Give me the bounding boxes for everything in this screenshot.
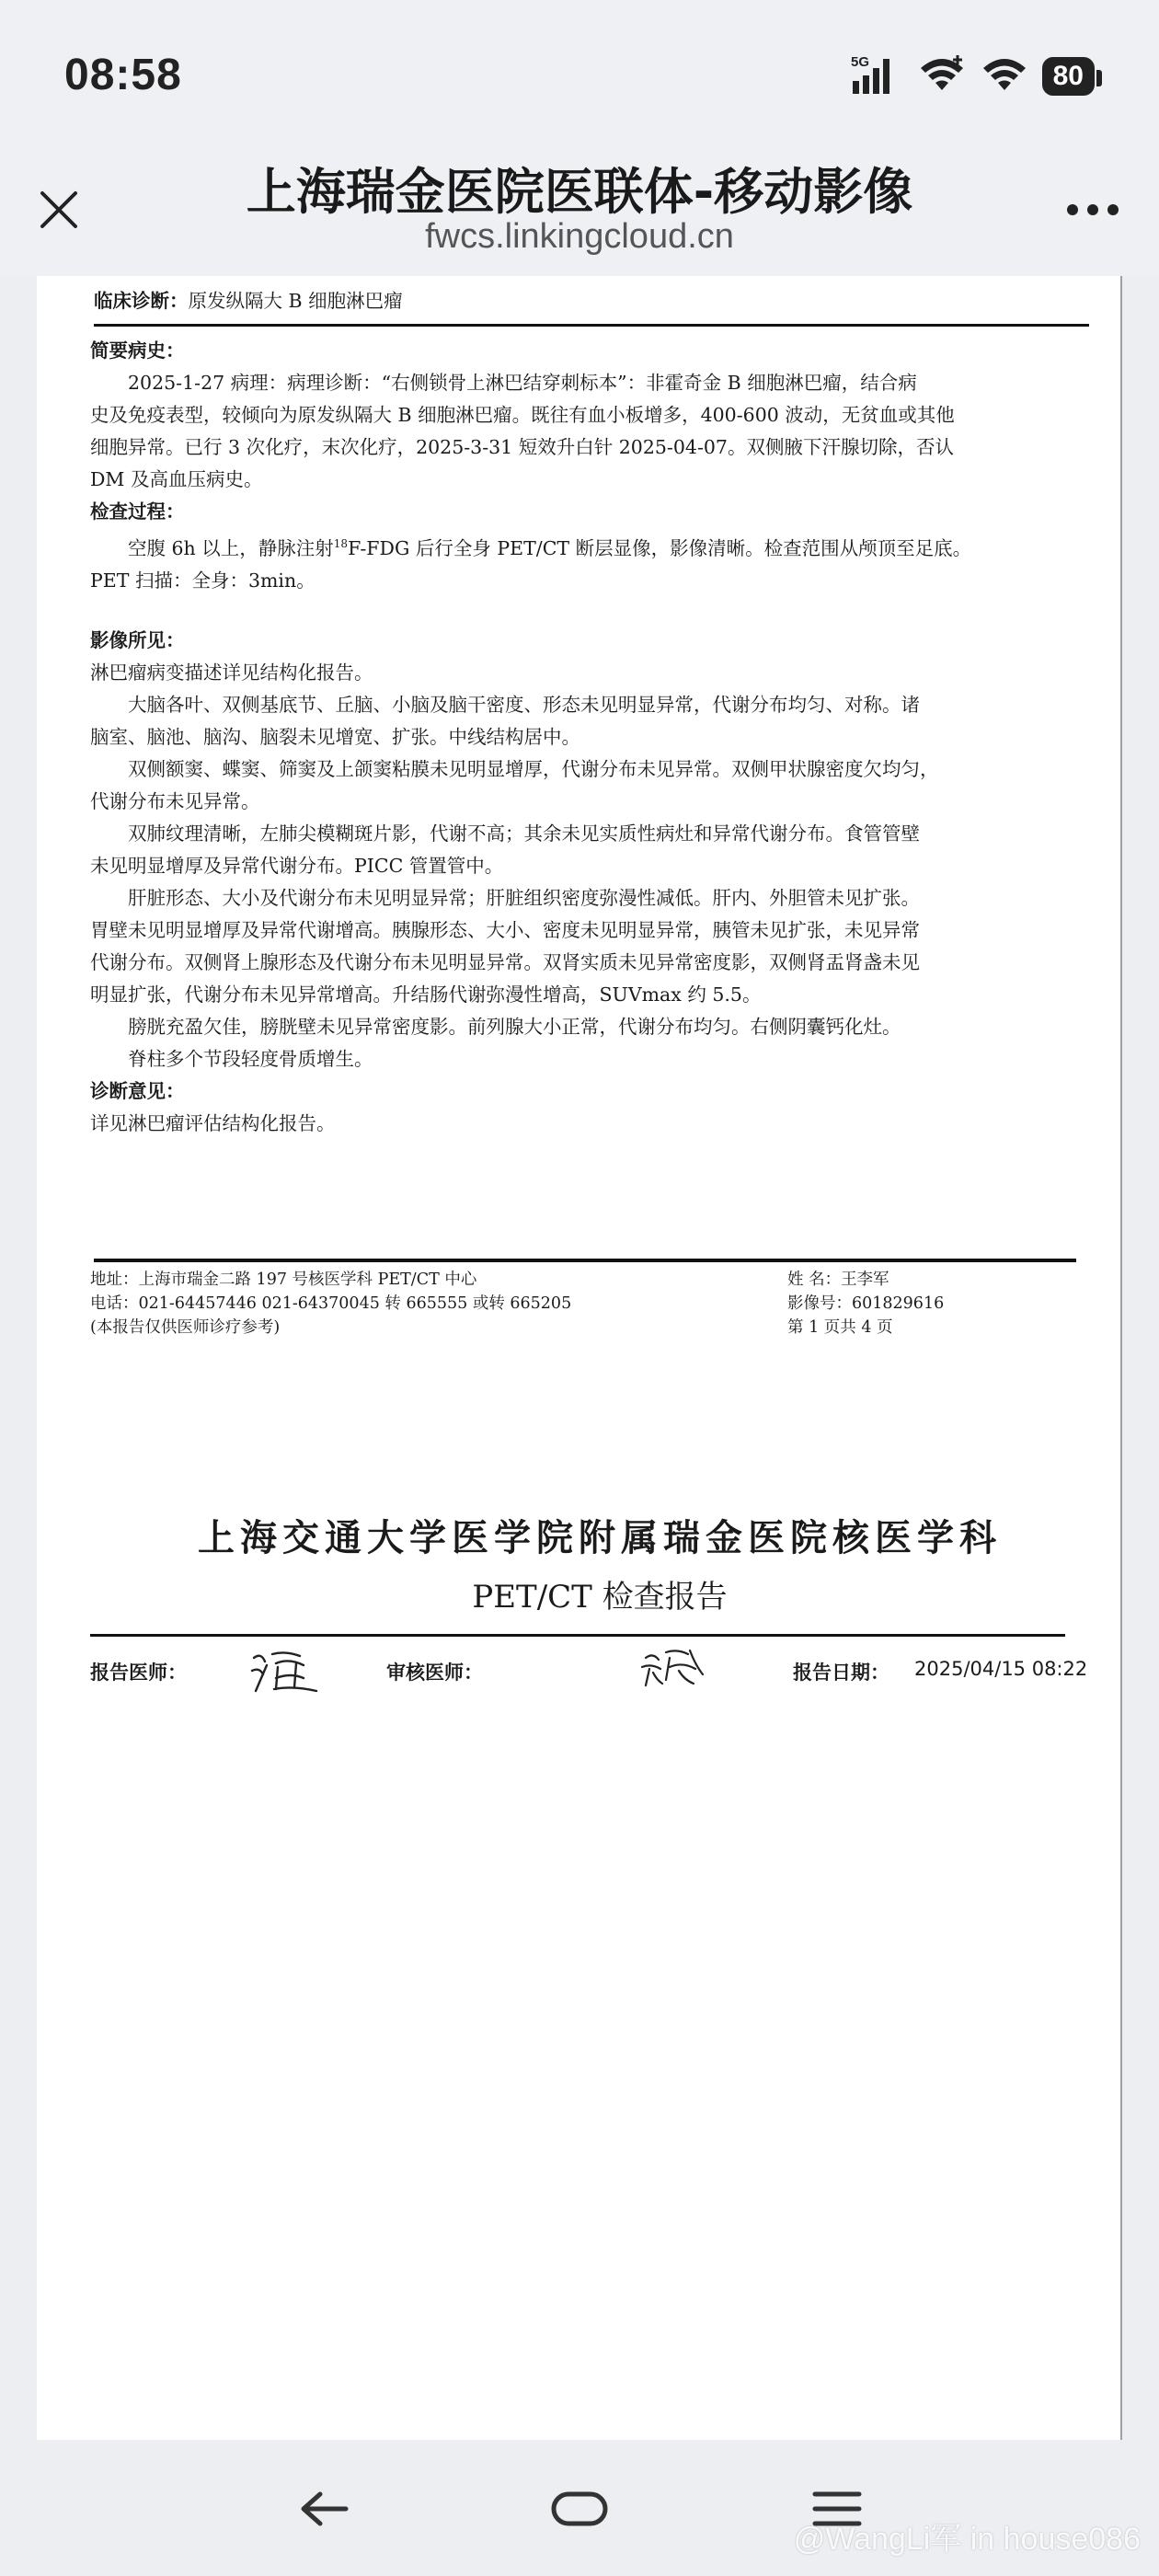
review-doctor-label: 审核医师： <box>386 1661 483 1684</box>
status-icons <box>851 53 1095 99</box>
home-button[interactable] <box>543 2477 616 2541</box>
findings-text <box>90 657 1102 1075</box>
findings-line: 代谢分布未见异常。 <box>90 790 260 812</box>
findings-line: 淋巴瘤病变描述详见结构化报告。 <box>90 661 373 684</box>
watermark: @WangLi军 in house086 <box>793 2522 1141 2557</box>
footer-phone: 电话：021-64457446 021-64370045 转 665555 或转 665205 <box>90 1294 572 1313</box>
findings-line: 脑室、脑池、脑沟、脑裂未见增宽、扩张。中线结构居中。 <box>90 726 580 748</box>
footer-image-number: 影像号：601829616 <box>787 1294 945 1313</box>
procedure-text-part: F-FDG 后行全身 PET/CT 断层显像，影像清晰。检查范围从颅顶至足底。 <box>348 536 972 559</box>
status-time: 08:58 <box>64 51 182 99</box>
more-icon <box>1065 203 1120 216</box>
wifi-plus-icon <box>917 53 967 99</box>
hospital-department-title: 上海交通大学医学院附属瑞金医院核医学科 <box>198 1516 1002 1559</box>
footer-address-block <box>90 1268 571 1340</box>
report-date-value: 2025/04/15 08:22 <box>914 1658 1088 1680</box>
history-line: 细胞异常。已行 3 次化疗，末次化疗，2025-3-31 短效升白针 2025-04-07。双侧腋下汗腺切除，否认 <box>90 436 954 458</box>
wifi-icon <box>981 53 1027 99</box>
browser-title-bar <box>0 147 1159 276</box>
report-doctor-label: 报告医师： <box>90 1661 187 1684</box>
clinical-diagnosis <box>94 285 403 317</box>
diagnosis-heading: 诊断意见： <box>90 1080 185 1102</box>
isotope-superscript: 18 <box>333 537 349 550</box>
clinical-diagnosis-value: 原发纵隔大 B 细胞淋巴瘤 <box>188 290 403 312</box>
back-icon <box>293 2487 351 2531</box>
page-url: fwcs.linkingcloud.cn <box>425 217 734 256</box>
history-heading: 简要病史： <box>90 339 185 362</box>
signal-icon <box>851 53 902 99</box>
findings-line: 双侧额窦、蝶窦、筛窦及上颌窦粘膜未见明显增厚，代谢分布未见异常。双侧甲状腺密度欠均匀， <box>128 758 939 780</box>
findings-line: 脊柱多个节段轻度骨质增生。 <box>128 1048 373 1070</box>
more-button[interactable] <box>1060 180 1126 239</box>
home-icon <box>550 2487 609 2531</box>
findings-line: 双肺纹理清晰，左肺尖模糊斑片影，代谢不高；其余未见实质性病灶和异常代谢分布。食管管壁 <box>128 822 920 845</box>
status-bar <box>0 0 1159 147</box>
report-date-label: 报告日期： <box>793 1661 889 1684</box>
divider <box>94 324 1089 327</box>
system-nav-bar <box>0 2440 1159 2576</box>
report-doctor-signature <box>248 1645 322 1700</box>
network-label: 5G <box>850 54 869 70</box>
procedure-heading: 检查过程： <box>90 500 185 523</box>
footer-page-count: 第 1 页共 4 页 <box>787 1318 893 1337</box>
procedure-line: PET 扫描：全身：3min。 <box>90 569 316 592</box>
report-subtitle: PET/CT 检查报告 <box>472 1579 728 1616</box>
procedure-line <box>90 528 1102 565</box>
header-divider <box>90 1634 1065 1637</box>
page-title: 上海瑞金医院医联体-移动影像 <box>246 163 913 221</box>
clinical-diagnosis-label: 临床诊断： <box>94 290 189 312</box>
history-line: DM 及高血压病史。 <box>90 468 263 490</box>
back-button[interactable] <box>285 2477 359 2541</box>
history-text <box>90 367 1102 496</box>
findings-line: 大脑各叶、双侧基底节、丘脑、小脑及脑干密度、形态未见明显异常，代谢分布均匀、对称。诸 <box>128 694 920 716</box>
review-doctor-signature <box>638 1643 708 1695</box>
findings-heading: 影像所见： <box>90 629 185 651</box>
footer-address: 地址：上海市瑞金二路 197 号核医学科 PET/CT 中心 <box>90 1271 477 1289</box>
findings-line: 胃壁未见明显增厚及异常代谢增高。胰腺形态、大小、密度未见明显异常，胰管未见扩张，未见异常 <box>90 919 920 941</box>
findings-line: 肝脏形态、大小及代谢分布未见明显异常；肝脏组织密度弥漫性减低。肝内、外胆管未见扩张。 <box>128 887 920 909</box>
history-line: 史及免疫表型，较倾向为原发纵隔大 B 细胞淋巴瘤。既往有血小板增多，400-600 波动，无贫血或其他 <box>90 404 955 426</box>
diagnosis-text: 详见淋巴瘤评估结构化报告。 <box>90 1112 336 1134</box>
findings-line: 未见明显增厚及异常代谢分布。PICC 管置管中。 <box>90 855 504 877</box>
procedure-text-part: 空腹 6h 以上，静脉注射 <box>128 536 334 559</box>
footer-patient-block <box>787 1268 944 1340</box>
footer-patient-name: 姓 名：王李军 <box>787 1271 889 1289</box>
footer-note: (本报告仅供医师诊疗参考) <box>90 1318 281 1337</box>
report-page[interactable] <box>37 276 1122 2440</box>
findings-line: 明显扩张，代谢分布未见异常增高。升结肠代谢弥漫性增高，SUVmax 约 5.5。 <box>90 983 762 1006</box>
battery-icon: 80 <box>1042 57 1095 96</box>
footer-divider <box>94 1259 1076 1262</box>
procedure-text <box>90 528 1102 597</box>
findings-line: 膀胱充盈欠佳，膀胱壁未见异常密度影。前列腺大小正常，代谢分布均匀。右侧阴囊钙化灶。 <box>128 1016 901 1038</box>
history-line: 2025-1-27 病理：病理诊断：“右侧锁骨上淋巴结穿刺标本”：非霍奇金 B 细胞淋巴瘤，结合病 <box>128 372 917 394</box>
findings-line: 代谢分布。双侧肾上腺形态及代谢分布未见明显异常。双肾实质未见异常密度影，双侧肾盂肾盏未见 <box>90 951 920 973</box>
